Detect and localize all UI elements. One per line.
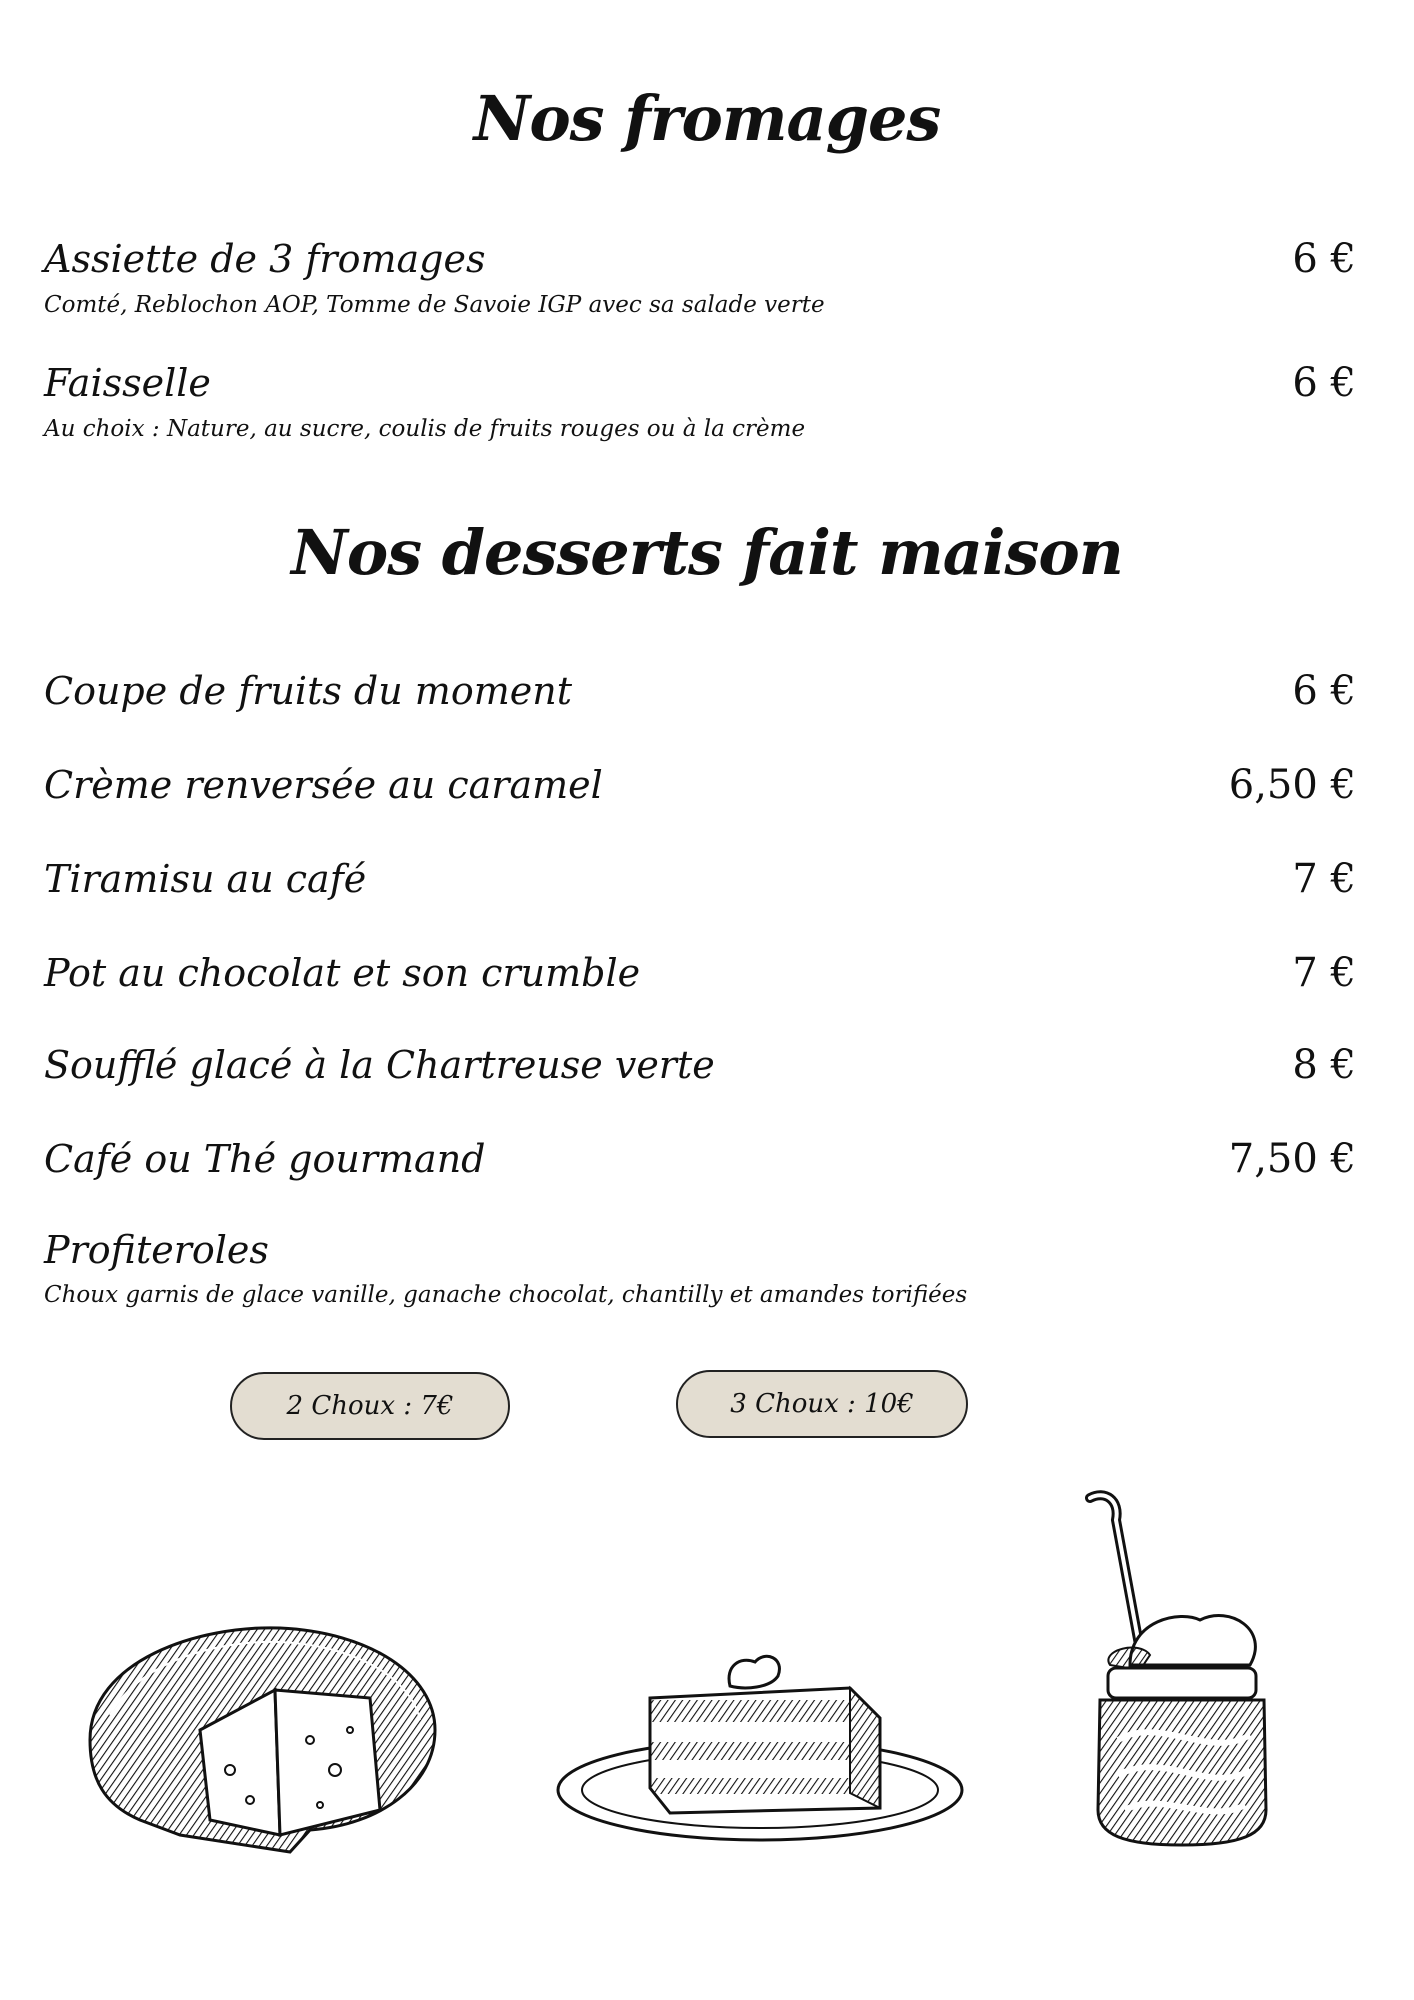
menu-item-cafe-gourmand <box>44 1136 1364 1182</box>
menu-item-souffle-glace <box>44 1042 1364 1088</box>
menu-item-profiteroles <box>44 1228 1364 1308</box>
desserts-title: Nos desserts fait maison <box>291 516 1123 589</box>
item-name: Profiteroles <box>44 1228 269 1272</box>
item-price: 6 € <box>1292 360 1356 406</box>
menu-item-creme-renversee <box>44 762 1364 808</box>
item-price: 6,50 € <box>1228 762 1356 808</box>
profiteroles-option-2-choux: 2 Choux : 7€ <box>230 1372 510 1440</box>
item-name: Soufflé glacé à la Chartreuse verte <box>44 1043 715 1087</box>
fromages-title: Nos fromages <box>473 82 941 155</box>
item-description: Choux garnis de glace vanille, ganache chocolat, chantilly et amandes torifiées <box>44 1282 968 1308</box>
item-price: 6 € <box>1292 236 1356 282</box>
menu-item-tiramisu <box>44 856 1364 902</box>
menu-item-assiette-fromages <box>44 236 1364 318</box>
tiramisu-plate-illustration <box>550 1648 970 1848</box>
item-name: Crème renversée au caramel <box>44 763 603 807</box>
dessert-jar-illustration <box>1070 1490 1300 1850</box>
item-price: 7 € <box>1292 856 1356 902</box>
menu-item-pot-chocolat <box>44 950 1364 996</box>
profiteroles-option-3-choux: 3 Choux : 10€ <box>676 1370 968 1438</box>
item-name: Faisselle <box>44 361 211 405</box>
item-name: Pot au chocolat et son crumble <box>44 951 641 995</box>
item-price: 7,50 € <box>1228 1136 1356 1182</box>
item-description: Comté, Reblochon AOP, Tomme de Savoie IGP avec sa salade verte <box>44 292 825 318</box>
item-name: Tiramisu au café <box>44 857 367 901</box>
item-description: Au choix : Nature, au sucre, coulis de fruits rouges ou à la crème <box>44 416 806 442</box>
item-price: 7 € <box>1292 950 1356 996</box>
item-name: Café ou Thé gourmand <box>44 1137 486 1181</box>
menu-item-coupe-fruits <box>44 668 1364 714</box>
item-name: Coupe de fruits du moment <box>44 669 572 713</box>
menu-item-faisselle <box>44 360 1364 442</box>
item-price: 6 € <box>1292 668 1356 714</box>
item-name: Assiette de 3 fromages <box>44 237 486 281</box>
item-price: 8 € <box>1292 1042 1356 1088</box>
cheese-wheel-illustration <box>80 1620 450 1860</box>
